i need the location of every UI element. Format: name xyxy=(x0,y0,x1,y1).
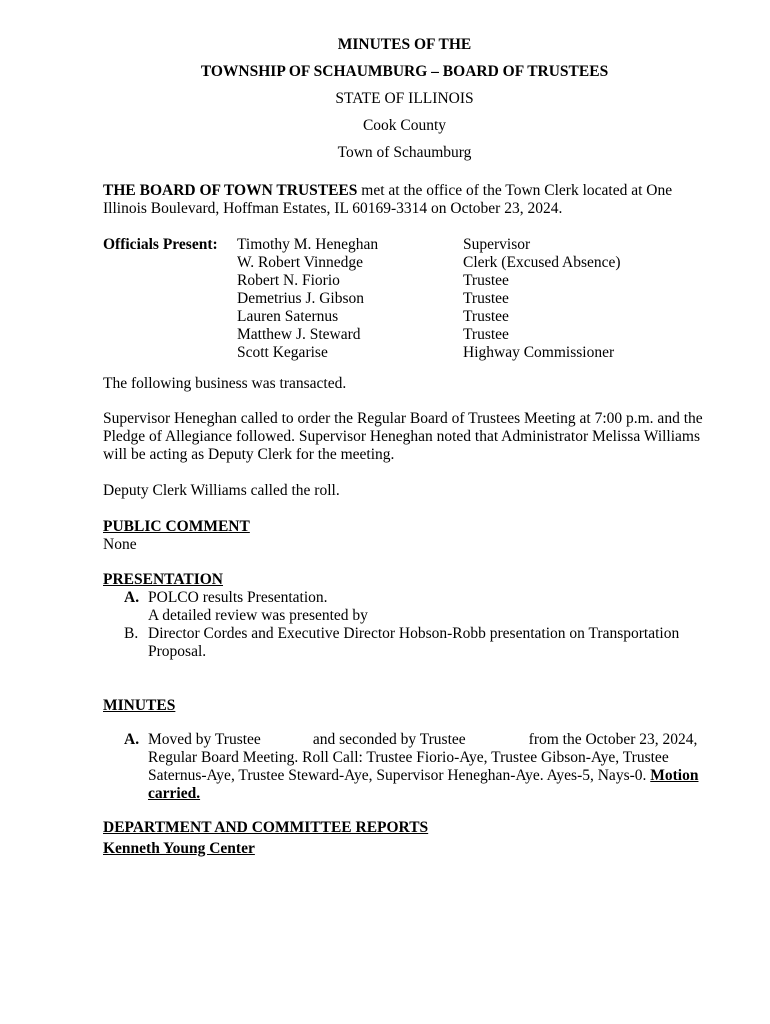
intro-paragraph xyxy=(103,182,706,218)
officials-label: Officials Present: xyxy=(103,236,218,253)
public-comment-body: None xyxy=(103,536,137,553)
presentation-item-a-label: A. xyxy=(124,589,140,606)
header-line-1: MINUTES OF THE xyxy=(337,36,472,53)
official-title: Trustee xyxy=(463,290,509,307)
official-name: Lauren Saternus xyxy=(237,308,339,325)
minutes-item-a xyxy=(103,731,706,803)
section-heading-department-reports: DEPARTMENT AND COMMITTEE REPORTS xyxy=(103,819,429,836)
subheading-kenneth-young-center: Kenneth Young Center xyxy=(103,840,255,857)
presentation-item-a-text: POLCO results Presentation. xyxy=(148,589,328,606)
official-title: Supervisor xyxy=(463,236,531,253)
paragraph-call-to-order: Supervisor Heneghan called to order the Regular Board of Trustees Meeting at 7:00 p.m. and the Pledge of Allegiance followed. Supervisor Heneghan noted that Administrator Melissa Williams will be acting as Deputy Clerk for the meeting. xyxy=(103,410,703,463)
official-name: Robert N. Fiorio xyxy=(237,272,340,289)
header-line-3: STATE OF ILLINOIS xyxy=(335,90,474,107)
minutes-moved-by: Moved by Trustee xyxy=(148,731,261,748)
officials-present-section xyxy=(103,236,706,362)
section-heading-presentation: PRESENTATION xyxy=(103,571,224,588)
header-line-5: Town of Schaumburg xyxy=(337,144,472,161)
official-name: Timothy M. Heneghan xyxy=(237,236,379,253)
header-line-2: TOWNSHIP OF SCHAUMBURG – BOARD OF TRUSTEES xyxy=(200,63,609,80)
header-line-4: Cook County xyxy=(362,117,447,134)
presentation-item-b-text: Director Cordes and Executive Director Hobson-Robb presentation on Transportation Proposal. xyxy=(148,625,680,660)
official-title: Highway Commissioner xyxy=(463,344,615,361)
paragraph-roll-call: Deputy Clerk Williams called the roll. xyxy=(103,482,340,499)
minutes-seconded-by: and seconded by Trustee xyxy=(312,731,466,748)
official-name: Demetrius J. Gibson xyxy=(237,290,365,307)
official-name: W. Robert Vinnedge xyxy=(237,254,364,271)
section-heading-minutes: MINUTES xyxy=(103,697,176,714)
presentation-item-b-label: B. xyxy=(124,625,139,642)
official-name: Scott Kegarise xyxy=(237,344,328,361)
intro-rest: met at the office of the Town Clerk located at One Illinois Boulevard, Hoffman Estates, IL 60169-3314 on October 23, 2024. xyxy=(103,182,673,217)
presentation-item-a xyxy=(103,589,706,625)
official-title: Trustee xyxy=(463,326,509,343)
official-title: Clerk (Excused Absence) xyxy=(463,254,621,271)
official-title: Trustee xyxy=(463,308,509,325)
presentation-item-b xyxy=(103,625,706,661)
official-name: Matthew J. Steward xyxy=(237,326,361,343)
presentation-item-a-sub: A detailed review was presented by xyxy=(148,607,368,624)
section-heading-public-comment: PUBLIC COMMENT xyxy=(103,518,250,535)
motion-carried: Motion carried. xyxy=(148,767,699,802)
official-title: Trustee xyxy=(463,272,509,289)
minutes-item-a-label: A. xyxy=(124,731,140,748)
intro-lead: THE BOARD OF TOWN TRUSTEES xyxy=(103,182,358,199)
minutes-rest: from the October 23, 2024, Regular Board Meeting. Roll Call: Trustee Fiorio-Aye, Trustee Gibson-Aye, Trustee Saternus-Aye, Trustee Steward-Aye, Supervisor Heneghan-Aye. Ayes-5, Nays-0. xyxy=(148,731,698,784)
paragraph-business-transacted: The following business was transacted. xyxy=(103,375,347,392)
document-header xyxy=(103,31,706,166)
